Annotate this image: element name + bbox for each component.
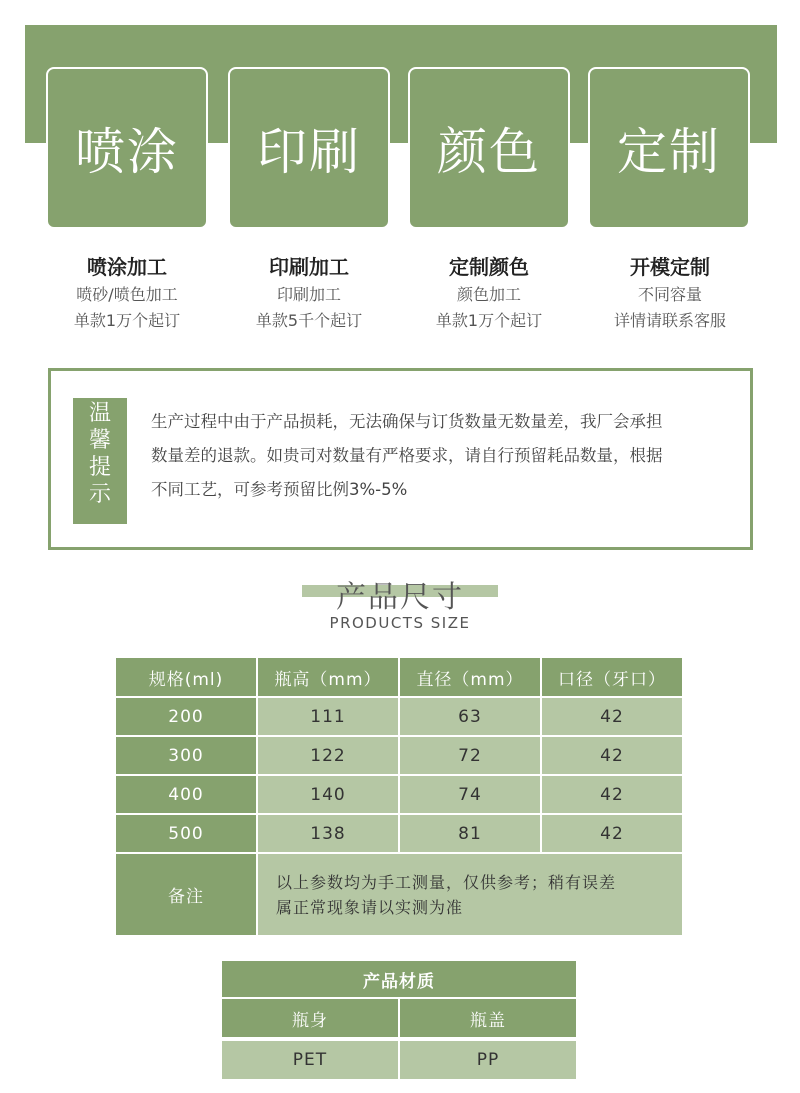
- feature-title: 开模定制: [630, 255, 710, 279]
- table-cell-capacity: 200: [116, 698, 256, 735]
- feature-line: 详情请联系客服: [613, 311, 726, 330]
- table-cell: 72: [400, 737, 540, 774]
- material-value-cell: PET: [222, 1041, 398, 1079]
- card-custom: [588, 67, 750, 229]
- table-header-cell: 直径（mm）: [400, 658, 540, 696]
- table-cell: 138: [258, 815, 398, 852]
- feature-title: 喷涂加工: [87, 255, 167, 279]
- table-cell: 42: [542, 698, 682, 735]
- feature-print: [219, 252, 399, 334]
- notice-text: [151, 405, 736, 507]
- feature-custom: [580, 252, 760, 334]
- table-cell: 42: [542, 776, 682, 813]
- feature-color: [399, 252, 579, 334]
- table-note-label: 备注: [116, 854, 256, 935]
- notice-tag-char: 温: [88, 401, 111, 426]
- feature-line: 单款1万个起订: [435, 311, 543, 330]
- material-table-title: 产品材质: [222, 961, 576, 997]
- card-label: 定制: [617, 123, 721, 181]
- card-spray: [46, 67, 208, 229]
- table-cell: 81: [400, 815, 540, 852]
- feature-line: 颜色加工: [456, 285, 521, 304]
- table-header-cell: 口径（牙口）: [542, 658, 682, 696]
- table-cell: 63: [400, 698, 540, 735]
- table-cell: 122: [258, 737, 398, 774]
- feature-title: 印刷加工: [269, 255, 349, 279]
- table-cell: 111: [258, 698, 398, 735]
- table-header-cell: 瓶高（mm）: [258, 658, 398, 696]
- table-cell-capacity: 500: [116, 815, 256, 852]
- feature-line: 单款5千个起订: [255, 311, 363, 330]
- note-line: 以上参数均为手工测量，仅供参考；稍有误差: [276, 873, 617, 892]
- table-cell: 140: [258, 776, 398, 813]
- notice-tag-char: 示: [88, 482, 111, 507]
- size-section-subtitle: PRODUCTS SIZE: [329, 614, 471, 632]
- notice-tag-char: 馨: [88, 428, 111, 453]
- material-header-cell: 瓶身: [222, 999, 398, 1037]
- feature-line: 单款1万个起订: [73, 311, 181, 330]
- size-section-title: 产品尺寸: [336, 580, 464, 615]
- notice-tag-char: 提: [88, 455, 111, 480]
- notice-line: 生产过程中由于产品损耗，无法确保与订货数量无数量差，我厂会承担: [151, 412, 663, 431]
- table-cell: 74: [400, 776, 540, 813]
- table-cell-capacity: 400: [116, 776, 256, 813]
- note-line: 属正常现象请以实测为准: [276, 898, 464, 917]
- feature-line: 喷砂/喷色加工: [76, 285, 178, 304]
- table-header-cell: 规格(ml): [116, 658, 256, 696]
- notice-tag: [73, 398, 127, 524]
- service-cards: [46, 67, 754, 229]
- card-color: [408, 67, 570, 229]
- table-cell: 42: [542, 815, 682, 852]
- table-note-text: [258, 854, 682, 935]
- notice-line: 数量差的退款。如贵司对数量有严格要求，请自行预留耗品数量，根据: [151, 446, 663, 465]
- notice-box: [48, 368, 753, 550]
- table-cell-capacity: 300: [116, 737, 256, 774]
- feature-line: 印刷加工: [276, 285, 341, 304]
- material-header-cell: 瓶盖: [400, 999, 576, 1037]
- card-label: 印刷: [257, 123, 361, 181]
- table-cell: 42: [542, 737, 682, 774]
- feature-spray: [37, 252, 217, 334]
- card-label: 喷涂: [75, 123, 179, 181]
- card-print: [228, 67, 390, 229]
- feature-title: 定制颜色: [449, 255, 529, 279]
- card-label: 颜色: [437, 123, 541, 181]
- notice-line: 不同工艺，可参考预留比例3%-5%: [151, 480, 408, 499]
- material-value-cell: PP: [400, 1041, 576, 1079]
- feature-line: 不同容量: [637, 285, 702, 304]
